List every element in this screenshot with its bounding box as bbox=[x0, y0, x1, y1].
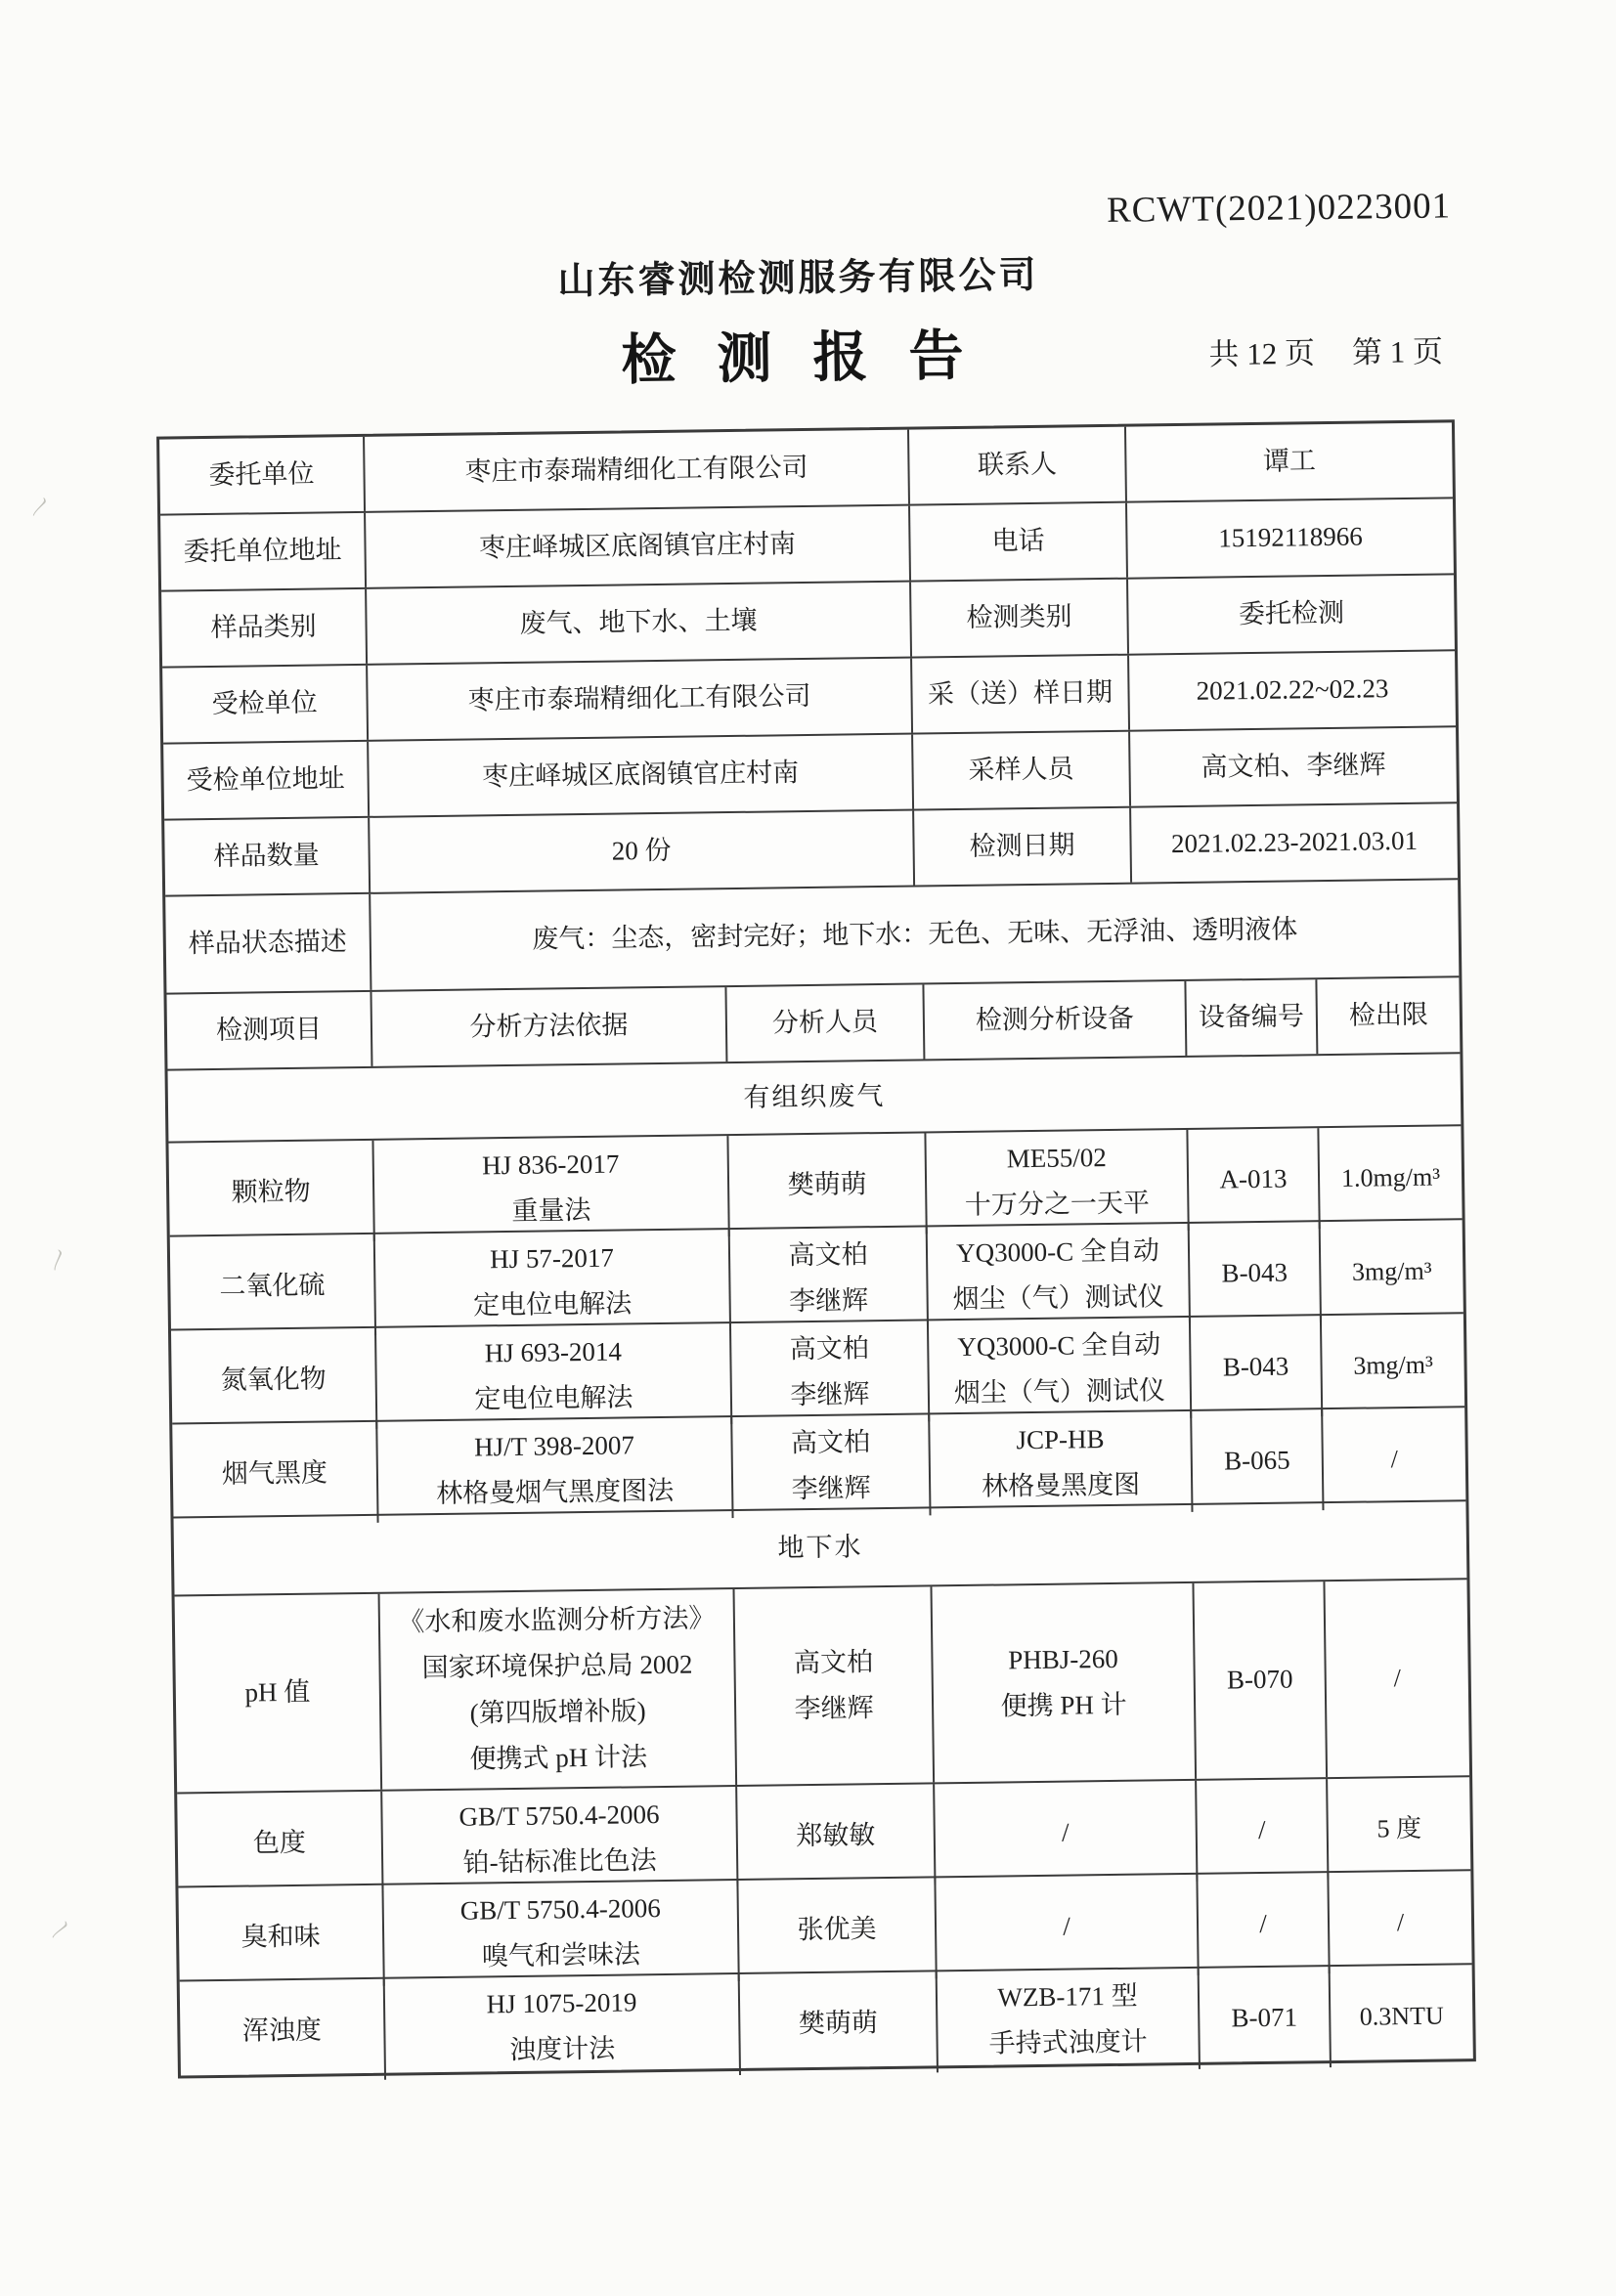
device-cell: PHBJ-260 便携 PH 计 bbox=[932, 1583, 1197, 1782]
column-header: 检测分析设备 bbox=[924, 981, 1187, 1060]
info-label: 检测日期 bbox=[914, 808, 1132, 886]
scan-artifact: 〳 bbox=[27, 493, 54, 522]
method-cell: GB/T 5750.4-2006 铂-钴标准比色法 bbox=[382, 1787, 738, 1891]
report-number: RCWT(2021)0223001 bbox=[1106, 186, 1452, 231]
title-row bbox=[0, 304, 1607, 404]
device-cell: WZB-171 型 手持式浊度计 bbox=[938, 1969, 1201, 2072]
item-cell: 颗粒物 bbox=[168, 1141, 374, 1243]
info-value: 高文柏、李继辉 bbox=[1201, 750, 1386, 783]
info-value: 枣庄市泰瑞精细化工有限公司 bbox=[368, 659, 913, 740]
analyst-cell: 樊萌萌 bbox=[728, 1133, 927, 1235]
info-value: 2021.02.22~02.23 bbox=[1196, 673, 1389, 707]
column-header: 设备编号 bbox=[1186, 979, 1318, 1056]
info-value: 2021.02.23-2021.03.01 bbox=[1170, 826, 1419, 859]
sample-status-value: 废气：尘态，密封完好；地下水：无色、无味、无浮油、透明液体 bbox=[532, 914, 1298, 955]
info-value: 20 份 bbox=[370, 811, 915, 892]
item-cell: 氮氧化物 bbox=[171, 1328, 377, 1431]
analyst-cell: 樊萌萌 bbox=[740, 1971, 939, 2074]
sample-status-row bbox=[165, 880, 1459, 994]
device-no-cell: A-013 bbox=[1188, 1128, 1320, 1230]
method-row bbox=[177, 1777, 1470, 1887]
analyst-cell: 高文柏 李继辉 bbox=[732, 1414, 931, 1517]
current-page: 第 1 页 bbox=[1351, 334, 1444, 370]
device-cell: JCP-HB 林格曼黑度图 bbox=[930, 1411, 1193, 1515]
info-label: 受检单位 bbox=[162, 666, 369, 743]
device-no-cell: B-043 bbox=[1190, 1222, 1322, 1323]
info-label: 委托单位地址 bbox=[160, 513, 367, 590]
device-no-cell: / bbox=[1198, 1873, 1330, 1974]
device-no-cell: B-070 bbox=[1194, 1581, 1328, 1779]
device-no-cell: B-065 bbox=[1192, 1409, 1324, 1511]
info-value: 枣庄峄城区底阁镇官庄村南 bbox=[366, 506, 911, 587]
analyst-cell: 高文柏 李继辉 bbox=[735, 1586, 936, 1785]
section-title: 有组织废气 bbox=[743, 1081, 886, 1113]
item-cell: pH 值 bbox=[175, 1594, 383, 1793]
limit-cell: / bbox=[1393, 1664, 1402, 1693]
method-row bbox=[170, 1220, 1463, 1330]
report-table bbox=[156, 419, 1476, 2078]
section-title: 地下水 bbox=[777, 1532, 863, 1563]
limit-cell: 0.3NTU bbox=[1359, 2001, 1444, 2031]
limit-cell: 3mg/m³ bbox=[1353, 1350, 1433, 1380]
method-row bbox=[168, 1126, 1462, 1236]
scan-artifact: 〳 bbox=[46, 1245, 71, 1274]
info-value: 枣庄峄城区底阁镇官庄村南 bbox=[369, 735, 914, 816]
analyst-cell: 郑敏敏 bbox=[737, 1784, 936, 1886]
analyst-cell: 高文柏 李继辉 bbox=[730, 1227, 929, 1329]
method-cell: HJ 57-2017 定电位电解法 bbox=[375, 1230, 731, 1334]
limit-cell: 3mg/m³ bbox=[1351, 1256, 1432, 1286]
device-cell: YQ3000-C 全自动 烟尘（气）测试仪 bbox=[929, 1318, 1192, 1421]
method-cell: HJ 1075-2019 浊度计法 bbox=[385, 1974, 741, 2079]
info-value: 废气、地下水、土壤 bbox=[367, 583, 912, 664]
limit-cell: / bbox=[1390, 1444, 1399, 1473]
method-cell: 《水和废水监测分析方法》 国家环境保护总局 2002 (第四版增补版) 便携式 pH 计法 bbox=[380, 1589, 738, 1790]
total-pages: 共 12 页 bbox=[1208, 335, 1316, 372]
item-cell: 浑浊度 bbox=[180, 1979, 386, 2082]
info-value: 委托检测 bbox=[1238, 598, 1345, 629]
method-cell: HJ 836-2017 重量法 bbox=[373, 1136, 729, 1240]
limit-cell: / bbox=[1396, 1907, 1405, 1936]
info-label: 电话 bbox=[910, 503, 1128, 581]
device-cell: / bbox=[936, 1875, 1199, 1978]
info-label: 样品类别 bbox=[161, 589, 368, 667]
column-header: 分析方法依据 bbox=[371, 987, 727, 1066]
column-header: 检测项目 bbox=[166, 992, 372, 1069]
pagination bbox=[1208, 326, 1443, 373]
column-header: 分析人员 bbox=[726, 984, 925, 1061]
method-row bbox=[171, 1314, 1464, 1424]
analyst-cell: 张优美 bbox=[738, 1878, 937, 1980]
info-label: 采（送）样日期 bbox=[912, 656, 1130, 733]
info-label: 联系人 bbox=[909, 427, 1127, 504]
method-row bbox=[178, 1871, 1471, 1981]
column-header: 检出限 bbox=[1348, 1000, 1429, 1031]
method-row bbox=[172, 1408, 1465, 1518]
method-cell: HJ 693-2014 定电位电解法 bbox=[376, 1323, 732, 1428]
info-value: 枣庄市泰瑞精细化工有限公司 bbox=[365, 430, 910, 511]
method-cell: HJ/T 398-2007 林格曼烟气黑度图法 bbox=[377, 1417, 733, 1522]
info-label: 样品状态描述 bbox=[165, 894, 371, 993]
method-row bbox=[180, 1965, 1473, 2075]
info-value: 谭工 bbox=[1262, 446, 1317, 477]
info-label: 样品数量 bbox=[164, 818, 371, 895]
device-no-cell: B-071 bbox=[1200, 1967, 1332, 2068]
info-label: 检测类别 bbox=[911, 580, 1129, 657]
scan-artifact: 〳 bbox=[47, 1915, 76, 1945]
info-label: 受检单位地址 bbox=[163, 742, 370, 819]
company-name: 山东睿测检测服务有限公司 bbox=[557, 254, 1039, 303]
device-cell: YQ3000-C 全自动 烟尘（气）测试仪 bbox=[928, 1224, 1191, 1327]
device-no-cell: / bbox=[1197, 1779, 1329, 1881]
info-label: 委托单位 bbox=[159, 437, 366, 514]
device-no-cell: B-043 bbox=[1191, 1316, 1323, 1417]
item-cell: 烟气黑度 bbox=[172, 1422, 378, 1525]
method-row bbox=[175, 1580, 1470, 1794]
report-title: 检 测 报 告 bbox=[621, 325, 978, 392]
analyst-cell: 高文柏 李继辉 bbox=[731, 1321, 930, 1423]
device-cell: ME55/02 十万分之一天平 bbox=[926, 1130, 1189, 1234]
info-value: 15192118966 bbox=[1218, 521, 1363, 553]
device-cell: / bbox=[935, 1781, 1198, 1884]
info-label: 采样人员 bbox=[913, 732, 1131, 809]
item-cell: 臭和味 bbox=[178, 1885, 384, 1988]
method-cell: GB/T 5750.4-2006 嗅气和尝味法 bbox=[383, 1881, 739, 1985]
item-cell: 二氧化硫 bbox=[170, 1235, 376, 1337]
limit-cell: 1.0mg/m³ bbox=[1340, 1162, 1441, 1192]
limit-cell: 5 度 bbox=[1376, 1813, 1422, 1842]
item-cell: 色度 bbox=[177, 1792, 383, 1894]
